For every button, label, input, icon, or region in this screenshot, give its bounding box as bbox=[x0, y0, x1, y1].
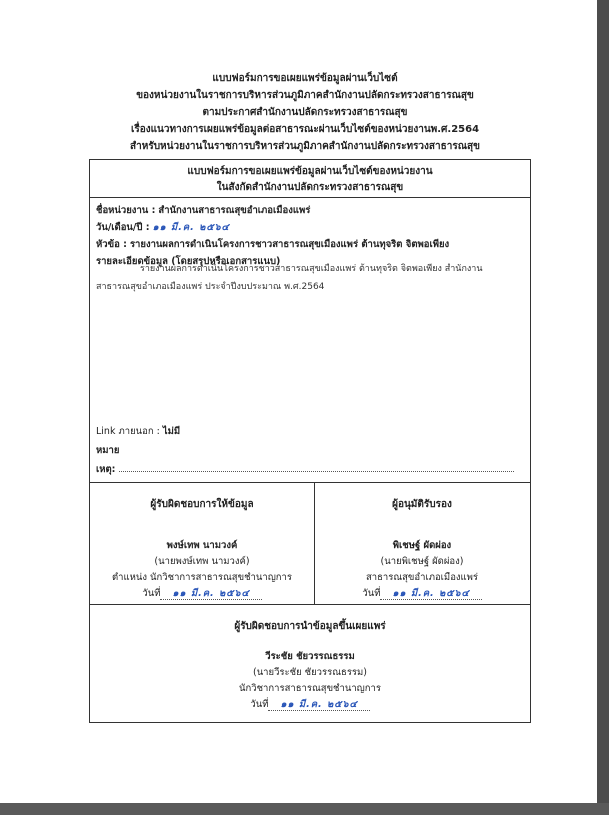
provider-date-handwritten: ๑๑ มี.ค. ๒๕๖๔ bbox=[160, 588, 261, 600]
note-label: หมาย bbox=[96, 445, 120, 456]
detail-text-line: รายงานผลการดำเนินโครงการชาวสาธารณสุขเมืองแพร่ ต้านทุจริต จิตพอเพียง สำนักงาน bbox=[140, 264, 483, 274]
link-label: Link ภายนอก : bbox=[96, 426, 160, 437]
approver-heading: ผู้อนุมัติรับรอง bbox=[392, 499, 452, 510]
publisher-heading: ผู้รับผิดชอบการนำข้อมูลขึ้นเผยแพร่ bbox=[234, 621, 386, 632]
header-line: ตามประกาศสำนักงานปลัดกระทรวงสาธารณสุข bbox=[202, 107, 408, 118]
provider-heading: ผู้รับผิดชอบการให้ข้อมูล bbox=[150, 499, 254, 510]
note-dotted-line bbox=[119, 461, 514, 472]
agency-label: ชื่อหน่วยงาน : bbox=[96, 205, 156, 216]
approver-date-label: วันที่ bbox=[362, 588, 381, 599]
scan-edge-right bbox=[597, 0, 609, 815]
form-title-line: แบบฟอร์มการขอเผยแพร่ข้อมูลผ่านเว็บไซต์ของหน่วยงาน bbox=[187, 166, 433, 177]
link-value: ไม่มี bbox=[162, 426, 181, 437]
publisher-position: นักวิชาการสาธารณสุขชำนาญการ bbox=[239, 683, 381, 694]
header-line: แบบฟอร์มการขอเผยแพร่ข้อมูลผ่านเว็บไซต์ bbox=[212, 73, 398, 84]
publisher-name-paren: (นายวีระชัย ชัยวรรณธรรม) bbox=[252, 667, 367, 678]
agency-row bbox=[96, 202, 522, 219]
date-value-handwritten: ๑๑ มี.ค. ๒๕๖๔ bbox=[152, 222, 230, 233]
approver-date-handwritten: ๑๑ มี.ค. ๒๕๖๔ bbox=[380, 588, 481, 600]
publisher-signature-block bbox=[90, 603, 530, 724]
header-line: เรื่องแนวทางการเผยแพร่ข้อมูลต่อสาธารณะผ่านเว็บไซต์ของหน่วยงานพ.ศ.2564 bbox=[130, 124, 480, 135]
date-row bbox=[96, 219, 522, 236]
subject-row bbox=[96, 236, 522, 253]
detail-text bbox=[96, 260, 524, 296]
subject-value: รายงานผลการดำเนินโครงการชาวสาธารณสุขเมืองแพร่ ต้านทุจริต จิตพอเพียง bbox=[129, 239, 450, 250]
provider-date-label: วันที่ bbox=[142, 588, 161, 599]
signature-row bbox=[90, 482, 530, 605]
publisher-date-handwritten: ๑๑ มี.ค. ๒๕๖๔ bbox=[268, 699, 369, 711]
approver-position: สาธารณสุขอำเภอเมืองแพร่ bbox=[365, 572, 479, 583]
approver-signature-block bbox=[314, 483, 530, 604]
form-title-line: ในสังกัดสำนักงานปลัดกระทรวงสาธารณสุข bbox=[216, 182, 404, 193]
provider-position: ตำแหน่ง นักวิชาการสาธารณสุขชำนาญการ bbox=[112, 572, 292, 583]
subject-label: หัวข้อ : bbox=[96, 239, 127, 250]
publisher-date-label: วันที่ bbox=[250, 699, 269, 710]
provider-name-paren: (นายพงษ์เทพ นามวงค์) bbox=[154, 556, 250, 567]
provider-signature-block bbox=[90, 483, 315, 604]
header-line: สำหรับหน่วยงานในราชการบริหารส่วนภูมิภาคสำนักงานปลัดกระทรวงสาธารณสุข bbox=[130, 141, 480, 152]
approver-name: พิเชษฐ์ ผัดผ่อง bbox=[392, 540, 452, 551]
publisher-name: วีระชัย ชัยวรรณธรรม bbox=[265, 651, 355, 662]
provider-name: พงษ์เทพ นามวงค์ bbox=[166, 540, 238, 551]
scan-edge-bottom bbox=[0, 803, 609, 815]
form-title bbox=[90, 160, 530, 198]
header-line: ของหน่วยงานในราชการบริหารส่วนภูมิภาคสำนักงานปลัดกระทรวงสาธารณสุข bbox=[136, 90, 474, 101]
detail-text-line: สาธารณสุขอำเภอเมืองแพร่ ประจำปีงบประมาณ พ.ศ.2564 bbox=[96, 282, 325, 292]
request-form bbox=[89, 159, 531, 723]
link-section bbox=[96, 422, 524, 479]
approver-name-paren: (นายพิเชษฐ์ ผัดผ่อง) bbox=[380, 556, 464, 567]
detail-label: รายละเอียดข้อมูล (โดยสรุปหรือเอกสารแนบ) bbox=[96, 256, 281, 267]
note-label-2: เหตุ: bbox=[96, 464, 116, 475]
date-label: วัน/เดือน/ปี : bbox=[96, 222, 150, 233]
agency-value: สำนักงานสาธารณสุขอำเภอเมืองแพร่ bbox=[158, 205, 311, 216]
document-header bbox=[70, 70, 540, 155]
